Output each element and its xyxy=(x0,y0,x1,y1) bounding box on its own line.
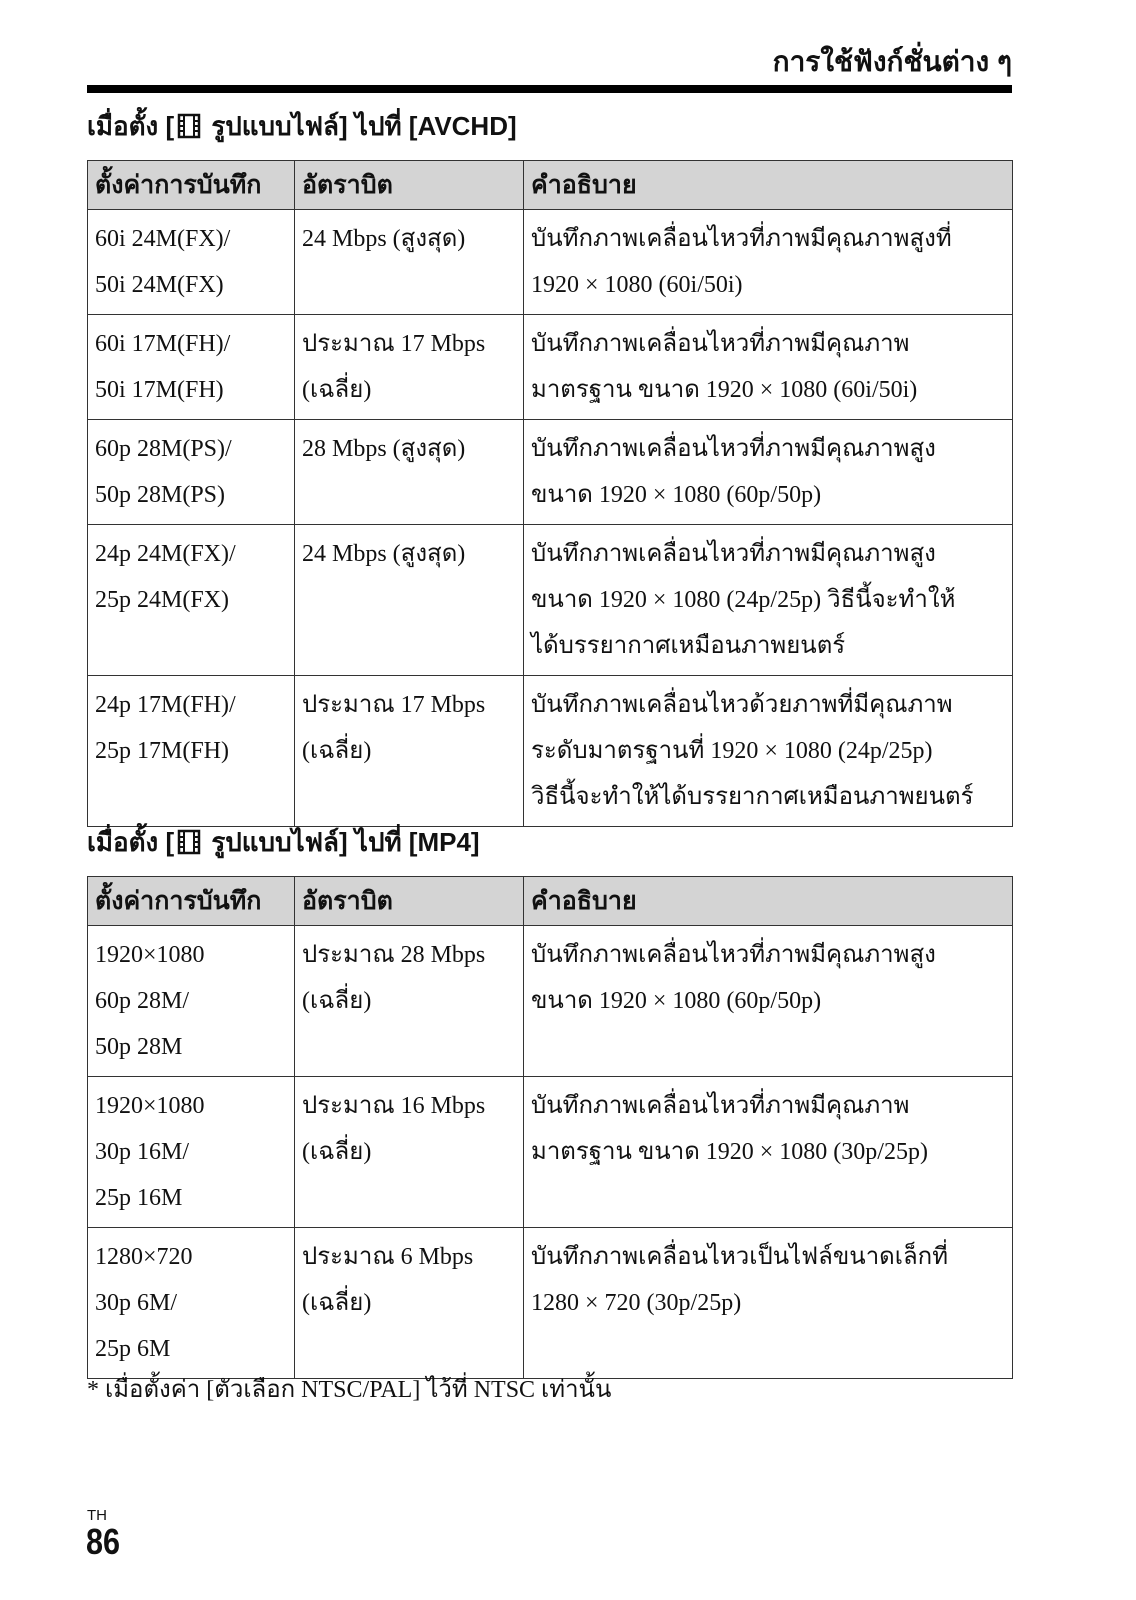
setting-cell-line: 25p 17M(FH) xyxy=(95,738,230,764)
setting-cell xyxy=(88,420,295,525)
setting-cell-line: 1920×1080 xyxy=(95,1093,205,1119)
setting-cell-line: 60p 28M/ xyxy=(95,988,190,1014)
description-cell-line: บันทึกภาพเคลื่อนไหวที่ภาพมีคุณภาพ xyxy=(531,331,910,357)
description-cell-line: บันทึกภาพเคลื่อนไหวที่ภาพมีคุณภาพสูง xyxy=(531,436,936,462)
bitrate-cell xyxy=(295,420,524,525)
description-cell-line: มาตรฐาน ขนาด 1920 × 1080 (30p/25p) xyxy=(531,1139,928,1165)
column-header-description: คำอธิบาย xyxy=(524,877,1013,926)
setting-cell-line: 30p 16M/ xyxy=(95,1139,190,1165)
language-code: TH xyxy=(87,1507,107,1524)
setting-cell-line: 1280×720 xyxy=(95,1244,193,1270)
bitrate-cell-line: (เฉลี่ย) xyxy=(302,1290,372,1316)
bitrate-cell-line: ประมาณ 28 Mbps xyxy=(302,942,486,968)
setting-cell xyxy=(88,926,295,1077)
table-row xyxy=(88,676,1013,827)
bitrate-cell-line: (เฉลี่ย) xyxy=(302,738,372,764)
table-header-row xyxy=(88,877,1013,926)
description-cell-line: บันทึกภาพเคลื่อนไหวที่ภาพมีคุณภาพ xyxy=(531,1093,910,1119)
setting-cell-line: 60i 24M(FX)/ xyxy=(95,226,231,252)
table-row xyxy=(88,420,1013,525)
description-cell-line: ขนาด 1920 × 1080 (60p/50p) xyxy=(531,482,822,508)
description-cell xyxy=(524,676,1013,827)
setting-cell xyxy=(88,1077,295,1228)
description-cell-line: ขนาด 1920 × 1080 (24p/25p) วิธีนี้จะทำให้ xyxy=(531,587,956,613)
setting-cell xyxy=(88,315,295,420)
mp4-table xyxy=(87,876,1013,1379)
description-cell-line: บันทึกภาพเคลื่อนไหวที่ภาพมีคุณภาพสูงที่ xyxy=(531,226,952,252)
setting-cell xyxy=(88,1228,295,1379)
description-cell-line: บันทึกภาพเคลื่อนไหวที่ภาพมีคุณภาพสูง xyxy=(531,942,936,968)
bitrate-cell-line: ประมาณ 17 Mbps xyxy=(302,692,486,718)
description-cell-line: บันทึกภาพเคลื่อนไหวด้วยภาพที่มีคุณภาพ xyxy=(531,692,953,718)
table-row xyxy=(88,1077,1013,1228)
section-title-avchd-suffix: รูปแบบไฟล์] ไปที่ [AVCHD] xyxy=(204,111,517,141)
description-cell-line: บันทึกภาพเคลื่อนไหวเป็นไฟล์ขนาดเล็กที่ xyxy=(531,1244,949,1270)
setting-cell-line: 60i 17M(FH)/ xyxy=(95,331,231,357)
bitrate-cell xyxy=(295,676,524,827)
setting-cell-line: 60p 28M(PS)/ xyxy=(95,436,232,462)
page-number: 86 xyxy=(86,1521,121,1562)
movie-film-icon xyxy=(176,827,202,865)
bitrate-cell-line: 24 Mbps (สูงสุด) xyxy=(302,226,466,252)
setting-cell-line: 25p 16M xyxy=(95,1185,183,1211)
setting-cell xyxy=(88,525,295,676)
description-cell-line: ได้บรรยากาศเหมือนภาพยนตร์ xyxy=(531,633,846,659)
setting-cell-line: 24p 24M(FX)/ xyxy=(95,541,236,567)
description-cell xyxy=(524,1077,1013,1228)
description-cell xyxy=(524,420,1013,525)
bitrate-cell xyxy=(295,315,524,420)
section-title-mp4-suffix: รูปแบบไฟล์] ไปที่ [MP4] xyxy=(204,827,480,857)
bitrate-cell-line: ประมาณ 16 Mbps xyxy=(302,1093,486,1119)
description-cell xyxy=(524,210,1013,315)
bitrate-cell xyxy=(295,926,524,1077)
column-header-description: คำอธิบาย xyxy=(524,161,1013,210)
description-cell xyxy=(524,926,1013,1077)
bitrate-cell-line: ประมาณ 6 Mbps xyxy=(302,1244,474,1270)
page-header-title: การใช้ฟังก์ชั่นต่าง ๆ xyxy=(772,46,1012,77)
description-cell xyxy=(524,315,1013,420)
description-cell-line: บันทึกภาพเคลื่อนไหวที่ภาพมีคุณภาพสูง xyxy=(531,541,936,567)
setting-cell xyxy=(88,676,295,827)
table-row xyxy=(88,926,1013,1077)
setting-cell-line: 30p 6M/ xyxy=(95,1290,178,1316)
bitrate-cell-line: (เฉลี่ย) xyxy=(302,1139,372,1165)
avchd-table xyxy=(87,160,1013,827)
bitrate-cell-line: 24 Mbps (สูงสุด) xyxy=(302,541,466,567)
column-header-setting: ตั้งค่าการบันทึก xyxy=(88,877,295,926)
setting-cell-line: 50p 28M xyxy=(95,1034,183,1060)
bitrate-cell xyxy=(295,525,524,676)
footnote: * เมื่อตั้งค่า [ตัวเลือก NTSC/PAL] ไว้ที่ NTSC เท่านั้น xyxy=(87,1377,612,1403)
description-cell xyxy=(524,1228,1013,1379)
setting-cell-line: 24p 17M(FH)/ xyxy=(95,692,236,718)
table-row xyxy=(88,525,1013,676)
setting-cell-line: 50i 17M(FH) xyxy=(95,377,224,403)
setting-cell-line: 50p 28M(PS) xyxy=(95,482,226,508)
movie-film-icon xyxy=(176,111,202,149)
setting-cell xyxy=(88,210,295,315)
description-cell-line: 1920 × 1080 (60i/50i) xyxy=(531,272,743,298)
table-header-row xyxy=(88,161,1013,210)
table-row xyxy=(88,210,1013,315)
section-title-mp4 xyxy=(87,823,1012,865)
setting-cell-line: 1920×1080 xyxy=(95,942,205,968)
setting-cell-line: 25p 24M(FX) xyxy=(95,587,230,613)
section-title-mp4-prefix: เมื่อตั้ง [ xyxy=(87,827,175,857)
description-cell-line: ขนาด 1920 × 1080 (60p/50p) xyxy=(531,988,822,1014)
section-title-avchd xyxy=(87,107,1012,149)
header-divider xyxy=(87,85,1012,93)
bitrate-cell-line: (เฉลี่ย) xyxy=(302,988,372,1014)
bitrate-cell-line: ประมาณ 17 Mbps xyxy=(302,331,486,357)
description-cell-line: ระดับมาตรฐานที่ 1920 × 1080 (24p/25p) xyxy=(531,738,933,764)
description-cell xyxy=(524,525,1013,676)
description-cell-line: มาตรฐาน ขนาด 1920 × 1080 (60i/50i) xyxy=(531,377,918,403)
description-cell-line: 1280 × 720 (30p/25p) xyxy=(531,1290,742,1316)
section-title-avchd-prefix: เมื่อตั้ง [ xyxy=(87,111,175,141)
setting-cell-line: 50i 24M(FX) xyxy=(95,272,224,298)
bitrate-cell xyxy=(295,1228,524,1379)
bitrate-cell-line: (เฉลี่ย) xyxy=(302,377,372,403)
column-header-bitrate: อัตราบิต xyxy=(295,877,524,926)
bitrate-cell-line: 28 Mbps (สูงสุด) xyxy=(302,436,466,462)
table-row xyxy=(88,1228,1013,1379)
description-cell-line: วิธีนี้จะทำให้ได้บรรยากาศเหมือนภาพยนตร์ xyxy=(531,784,974,810)
column-header-setting: ตั้งค่าการบันทึก xyxy=(88,161,295,210)
bitrate-cell xyxy=(295,210,524,315)
setting-cell-line: 25p 6M xyxy=(95,1336,171,1362)
column-header-bitrate: อัตราบิต xyxy=(295,161,524,210)
table-row xyxy=(88,315,1013,420)
bitrate-cell xyxy=(295,1077,524,1228)
